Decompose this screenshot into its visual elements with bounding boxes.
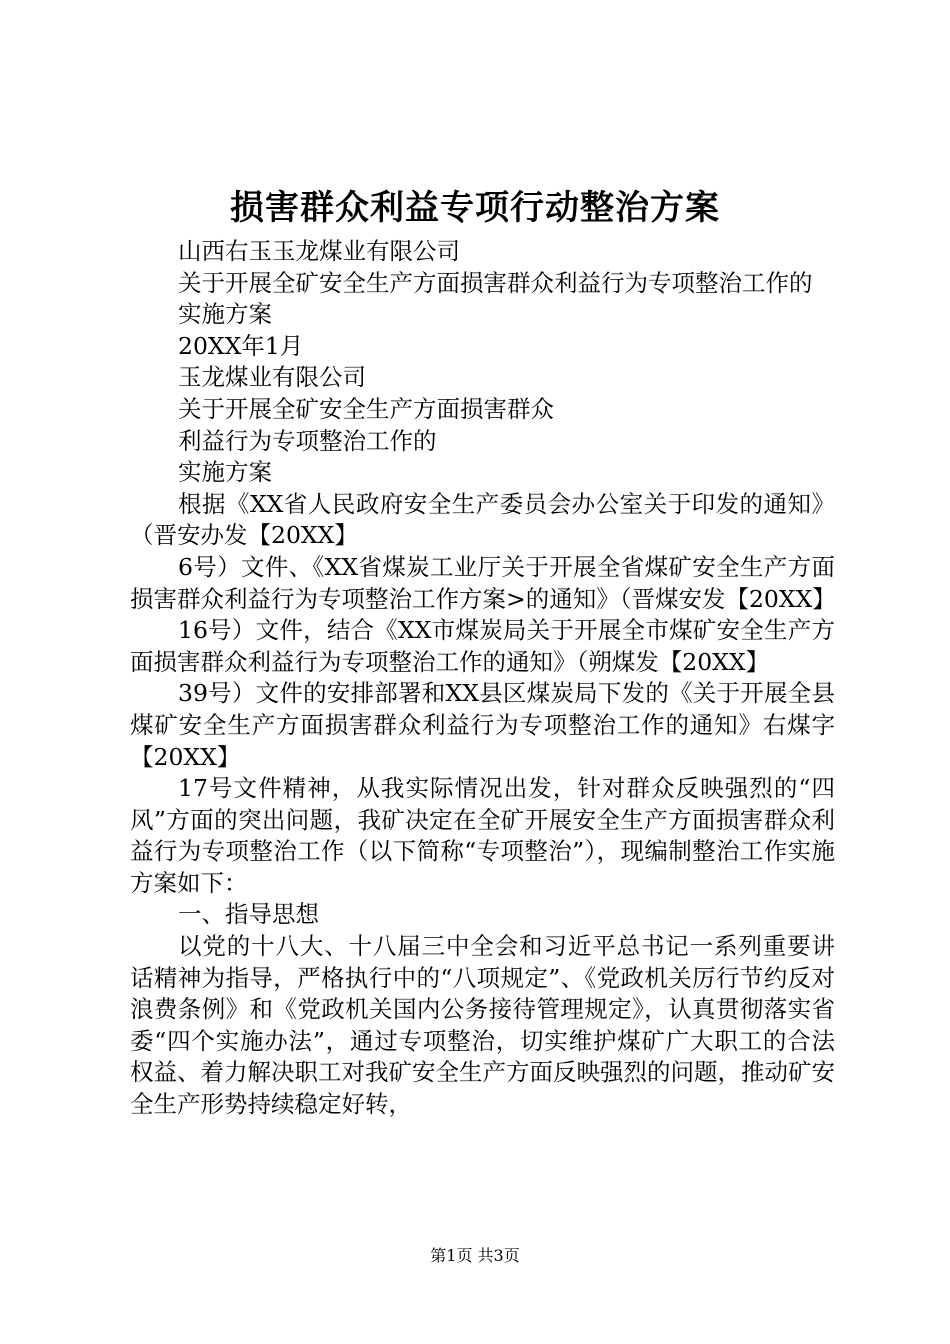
paragraph-subject: 关于开展全矿安全生产方面损害群众利益行为专项整治工作的	[178, 268, 813, 297]
paragraph-basis-5: 17号文件精神，从我实际情况出发，针对群众反映强烈的“四风”方面的突出问题，我矿决定在全矿开展安全生产方面损害群众利益行为专项整治工作（以下简称“专项整治”），现编制整治工作实施方案如下：	[130, 774, 835, 897]
document-title: 损害群众利益专项行动整治方案	[230, 188, 720, 228]
paragraph-basis-4: 39号）文件的安排部署和XX县区煤炭局下发的《关于开展全县煤矿安全生产方面损害群众利益行为专项整治工作的通知》右煤字【20XX】	[130, 679, 835, 771]
paragraph-company: 山西右玉玉龙煤业有限公司	[178, 237, 460, 265]
paragraph-company-short: 玉龙煤业有限公司	[178, 363, 366, 392]
page-footer: 第1页 共3页	[430, 1246, 520, 1265]
paragraph-basis-3: 16号）文件，结合《XX市煤炭局关于开展全市煤矿安全生产方面损害群众利益行为专项整治工作的通知》（朔煤发【20XX】	[130, 616, 835, 676]
paragraph-subject-part1: 关于开展全矿安全生产方面损害群众	[178, 394, 554, 423]
paragraph-basis-2: 6号）文件、《XX省煤炭工业厅关于开展全省煤矿安全生产方面损害群众利益行为专项整治工作方案>的通知》（晋煤安发【20XX】	[130, 552, 836, 613]
paragraph-plan-label: 实施方案	[178, 300, 272, 329]
paragraph-date: 20XX年1月	[178, 331, 304, 360]
paragraph-plan-label-2: 实施方案	[178, 458, 272, 487]
paragraph-basis-1: 根据《XX省人民政府安全生产委员会办公室关于印发的通知》（晋安办发【20XX】	[130, 489, 835, 550]
paragraph-subject-part2: 利益行为专项整治工作的	[178, 426, 437, 455]
paragraph-guiding-ideology: 以党的十八大、十八届三中全会和习近平总书记一系列重要讲话精神为指导，严格执行中的“八项规定”、《党政机关厉行节约反对浪费条例》和《党政机关国内公务接待管理规定》，认真贯彻落实省委“四个实施办法”，通过专项整治，切实维护煤矿广大职工的合法权益、着力解决职工对我矿安全生产方面反映强烈的问题，推动矿安全生产形势持续稳定好转，	[130, 932, 835, 1119]
section-heading-guiding-ideology: 一、指导思想	[178, 900, 319, 929]
document-body	[130, 236, 835, 1121]
